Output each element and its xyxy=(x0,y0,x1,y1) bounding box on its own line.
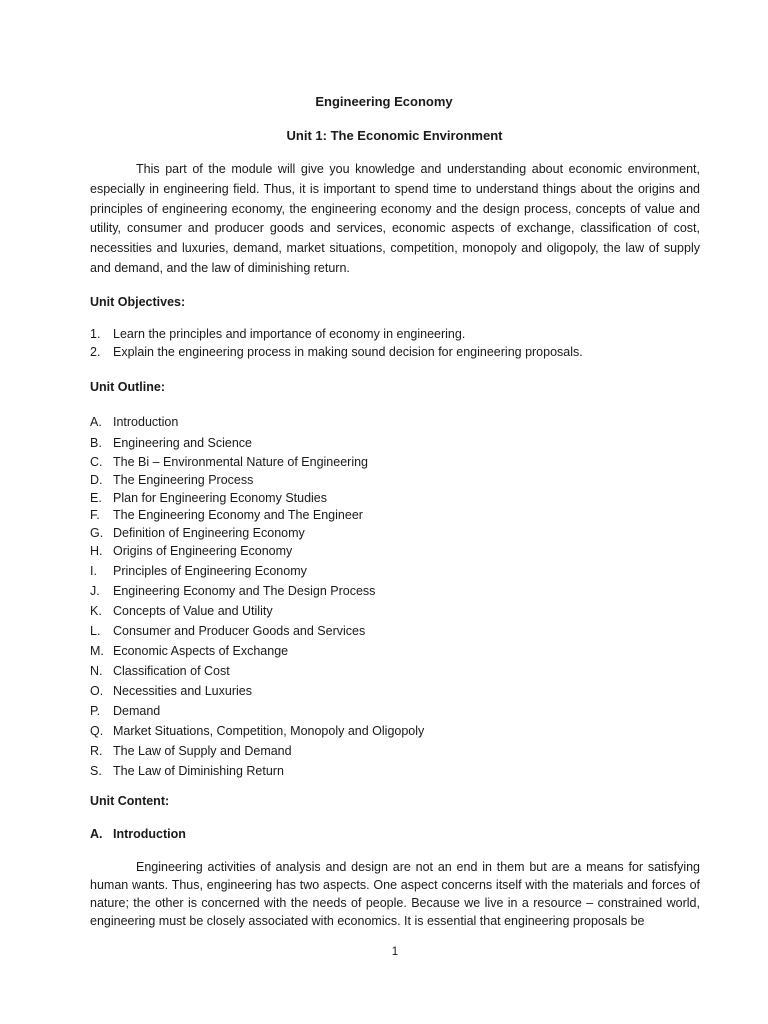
outline-text: Engineering Economy and The Design Process xyxy=(113,584,376,598)
outline-item xyxy=(90,741,710,761)
intro-paragraph xyxy=(90,160,700,279)
outline-text: Origins of Engineering Economy xyxy=(113,544,293,558)
list-marker: O. xyxy=(90,684,104,698)
objectives-heading: Unit Objectives: xyxy=(90,295,186,309)
list-marker: 2. xyxy=(90,344,101,359)
outline-text: The Engineering Economy and The Engineer xyxy=(113,508,363,522)
outline-text: Classification of Cost xyxy=(113,664,230,678)
outline-item xyxy=(90,581,710,601)
outline-item xyxy=(90,681,710,701)
content-heading: Unit Content: xyxy=(90,794,170,808)
outline-text: Principles of Engineering Economy xyxy=(113,564,307,578)
outline-item xyxy=(90,641,710,661)
list-marker: S. xyxy=(90,764,102,778)
content-paragraph-text: Engineering activities of analysis and design are not an end in them but are a means for satisfying human wants. Thus, engineering has two aspects. One aspect concerns itself with the materials and forces of nature; the other is concerned with the needs of people. Because we live in a resource – constrained world, engineering must be closely associated with economics. It is essential that engineering proposals be xyxy=(90,860,700,928)
outline-text: Demand xyxy=(113,704,161,718)
page-number: 1 xyxy=(391,946,399,958)
outline-text: Market Situations, Competition, Monopoly and Oligopoly xyxy=(113,724,425,738)
unit-title: Unit 1: The Economic Environment xyxy=(286,128,503,143)
objective-item xyxy=(90,344,710,362)
list-marker: R. xyxy=(90,744,103,758)
list-marker: C. xyxy=(90,455,103,469)
outline-text: The Law of Diminishing Return xyxy=(113,764,284,778)
list-marker: I. xyxy=(90,564,97,578)
outline-item xyxy=(90,490,710,508)
list-marker: G. xyxy=(90,525,104,540)
list-marker: N. xyxy=(90,664,103,678)
objective-text: Learn the principles and importance of economy in engineering. xyxy=(113,327,466,341)
outline-text: Necessities and Luxuries xyxy=(113,684,252,698)
list-marker: D. xyxy=(90,473,103,487)
objectives-list xyxy=(90,326,710,361)
list-marker: 1. xyxy=(90,327,101,341)
list-marker: M. xyxy=(90,644,104,658)
outline-text: Consumer and Producer Goods and Services xyxy=(113,624,366,638)
outline-text: Plan for Engineering Economy Studies xyxy=(113,490,328,505)
content-paragraph xyxy=(90,858,700,930)
outline-text: The Engineering Process xyxy=(113,473,254,487)
outline-heading: Unit Outline: xyxy=(90,380,165,394)
list-marker: J. xyxy=(90,584,100,598)
section-marker: A. xyxy=(90,827,103,841)
section-title: Introduction xyxy=(113,827,186,841)
outline-item xyxy=(90,542,710,561)
outline-item xyxy=(90,761,710,781)
section-heading xyxy=(90,825,186,843)
outline-item xyxy=(90,701,710,721)
outline-text: The Law of Supply and Demand xyxy=(113,744,292,758)
outline-list xyxy=(90,412,710,781)
objective-text: Explain the engineering process in making sound decision for engineering proposals. xyxy=(113,344,583,359)
outline-text: Introduction xyxy=(113,415,179,429)
outline-text: Economic Aspects of Exchange xyxy=(113,644,289,658)
document-title: Engineering Economy xyxy=(315,94,453,109)
outline-item xyxy=(90,621,710,641)
objective-item xyxy=(90,326,710,344)
list-marker: Q. xyxy=(90,724,104,738)
outline-text: Definition of Engineering Economy xyxy=(113,525,305,540)
list-marker: A. xyxy=(90,415,102,429)
outline-item xyxy=(90,412,710,433)
outline-text: Concepts of Value and Utility xyxy=(113,604,273,618)
outline-item xyxy=(90,472,710,490)
intro-paragraph-text: This part of the module will give you knowledge and understanding about economic environment, especially in engineering field. Thus, it is important to spend time to understand things about the origins and principles of engineering economy, the engineering economy and the design process, concepts of value and utility, consumer and producer goods and services, economic aspects of exchange, classification of cost, necessities and luxuries, demand, market situations, competition, monopoly and oligopoly, the law of supply and demand, and the law of diminishing return. xyxy=(90,162,700,275)
outline-item xyxy=(90,525,710,543)
list-marker: K. xyxy=(90,604,102,618)
outline-item xyxy=(90,561,710,581)
list-marker: P. xyxy=(90,704,101,718)
outline-text: The Bi – Environmental Nature of Engineering xyxy=(113,455,369,469)
outline-item xyxy=(90,453,710,472)
outline-item xyxy=(90,433,710,453)
outline-text: Engineering and Science xyxy=(113,436,252,450)
outline-item xyxy=(90,601,710,621)
outline-item xyxy=(90,507,710,525)
list-marker: F. xyxy=(90,508,100,522)
list-marker: E. xyxy=(90,490,102,505)
list-marker: L. xyxy=(90,624,101,638)
list-marker: H. xyxy=(90,544,103,558)
outline-item xyxy=(90,661,710,681)
outline-item xyxy=(90,721,710,741)
list-marker: B. xyxy=(90,436,102,450)
